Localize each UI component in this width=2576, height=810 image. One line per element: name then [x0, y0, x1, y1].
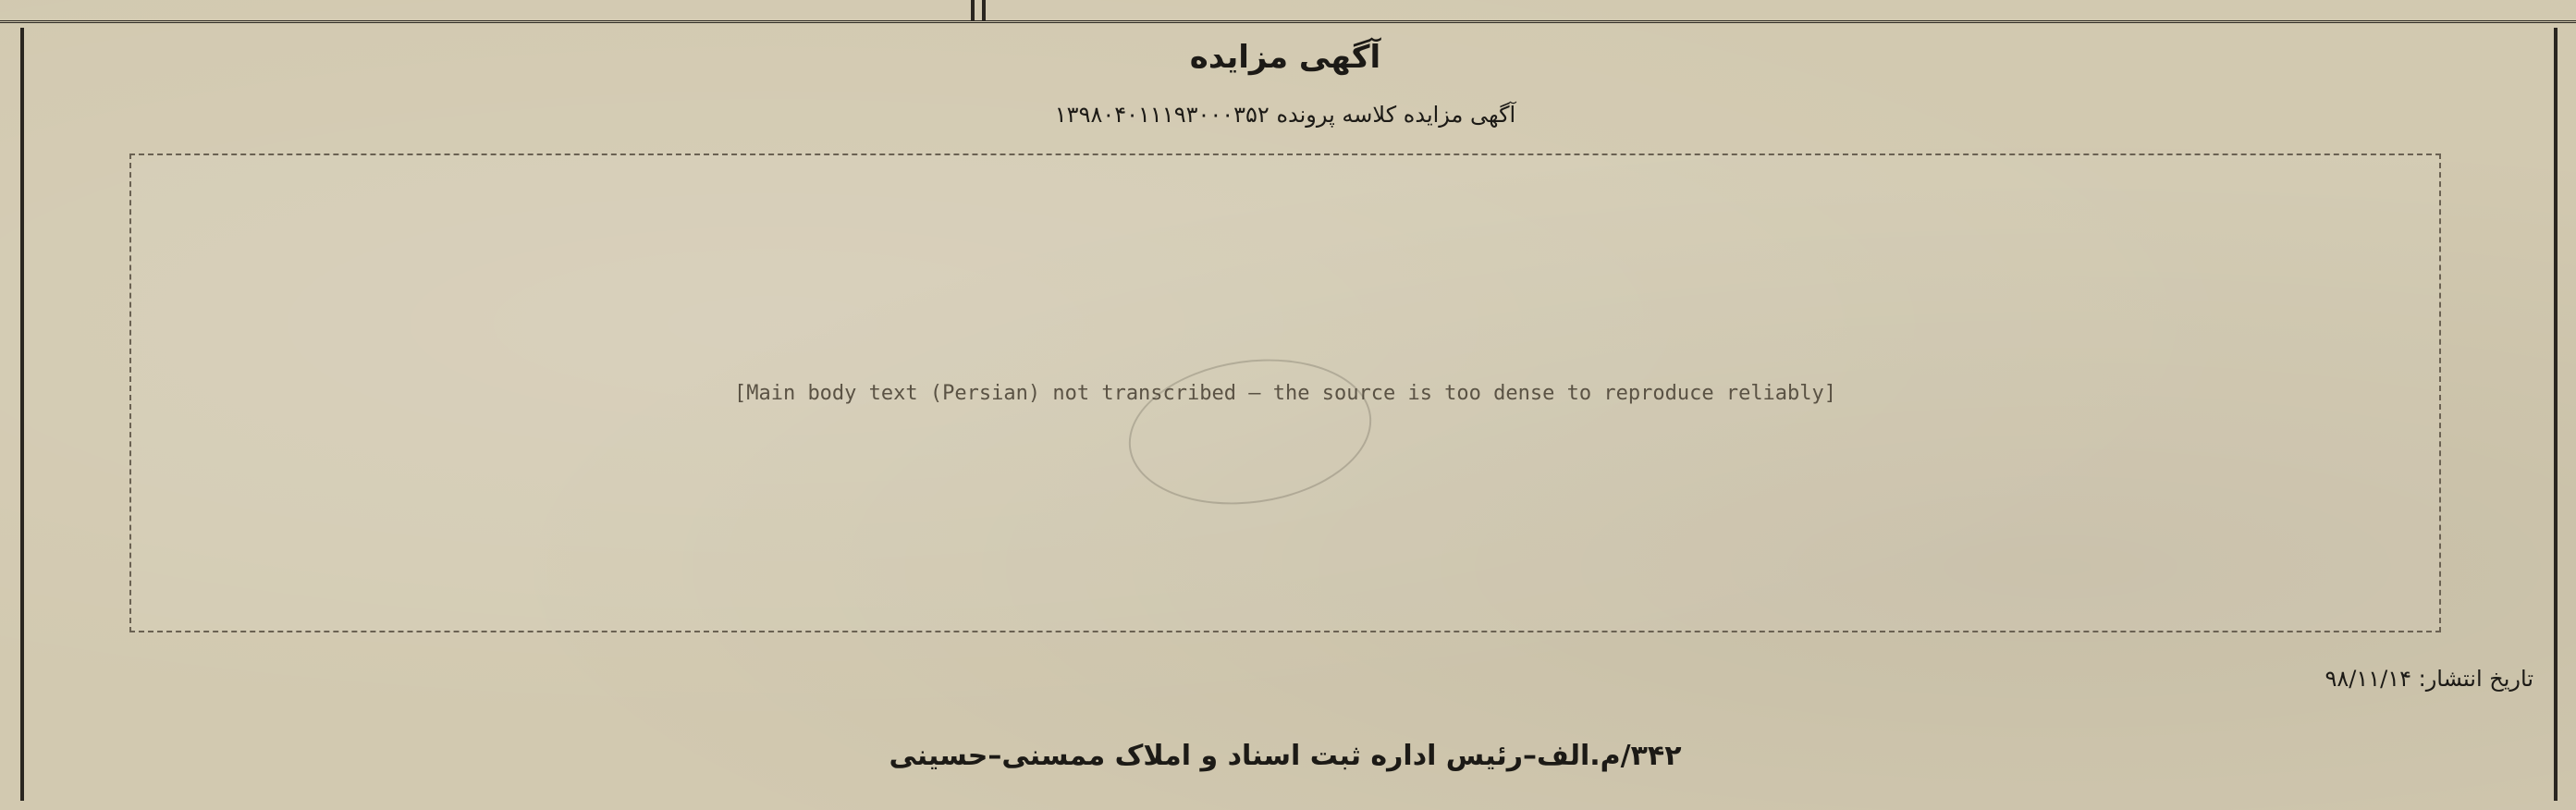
column-divider: [982, 0, 986, 20]
notice-file-number: آگهی مزایده کلاسه پرونده ۱۳۹۸۰۴۰۱۱۱۹۳۰۰۰۳۵۲: [1054, 102, 1516, 128]
notice-signature: ۳۴۲/م.الف–رئیس اداره ثبت اسناد و املاک ممسنی–حسینی: [889, 740, 1682, 772]
placeholder-note: [Main body text (Persian) not transcribed — the source is too dense to reproduce reliably]: [733, 381, 1837, 405]
auction-notice: [37, 28, 2533, 801]
publication-date: تاریخ انتشار: ۹۸/۱۱/۱۴: [2325, 666, 2533, 692]
column-divider: [971, 0, 975, 20]
previous-column-strip: [0, 0, 2576, 23]
notice-title: آگهی مزایده: [1189, 39, 1381, 76]
